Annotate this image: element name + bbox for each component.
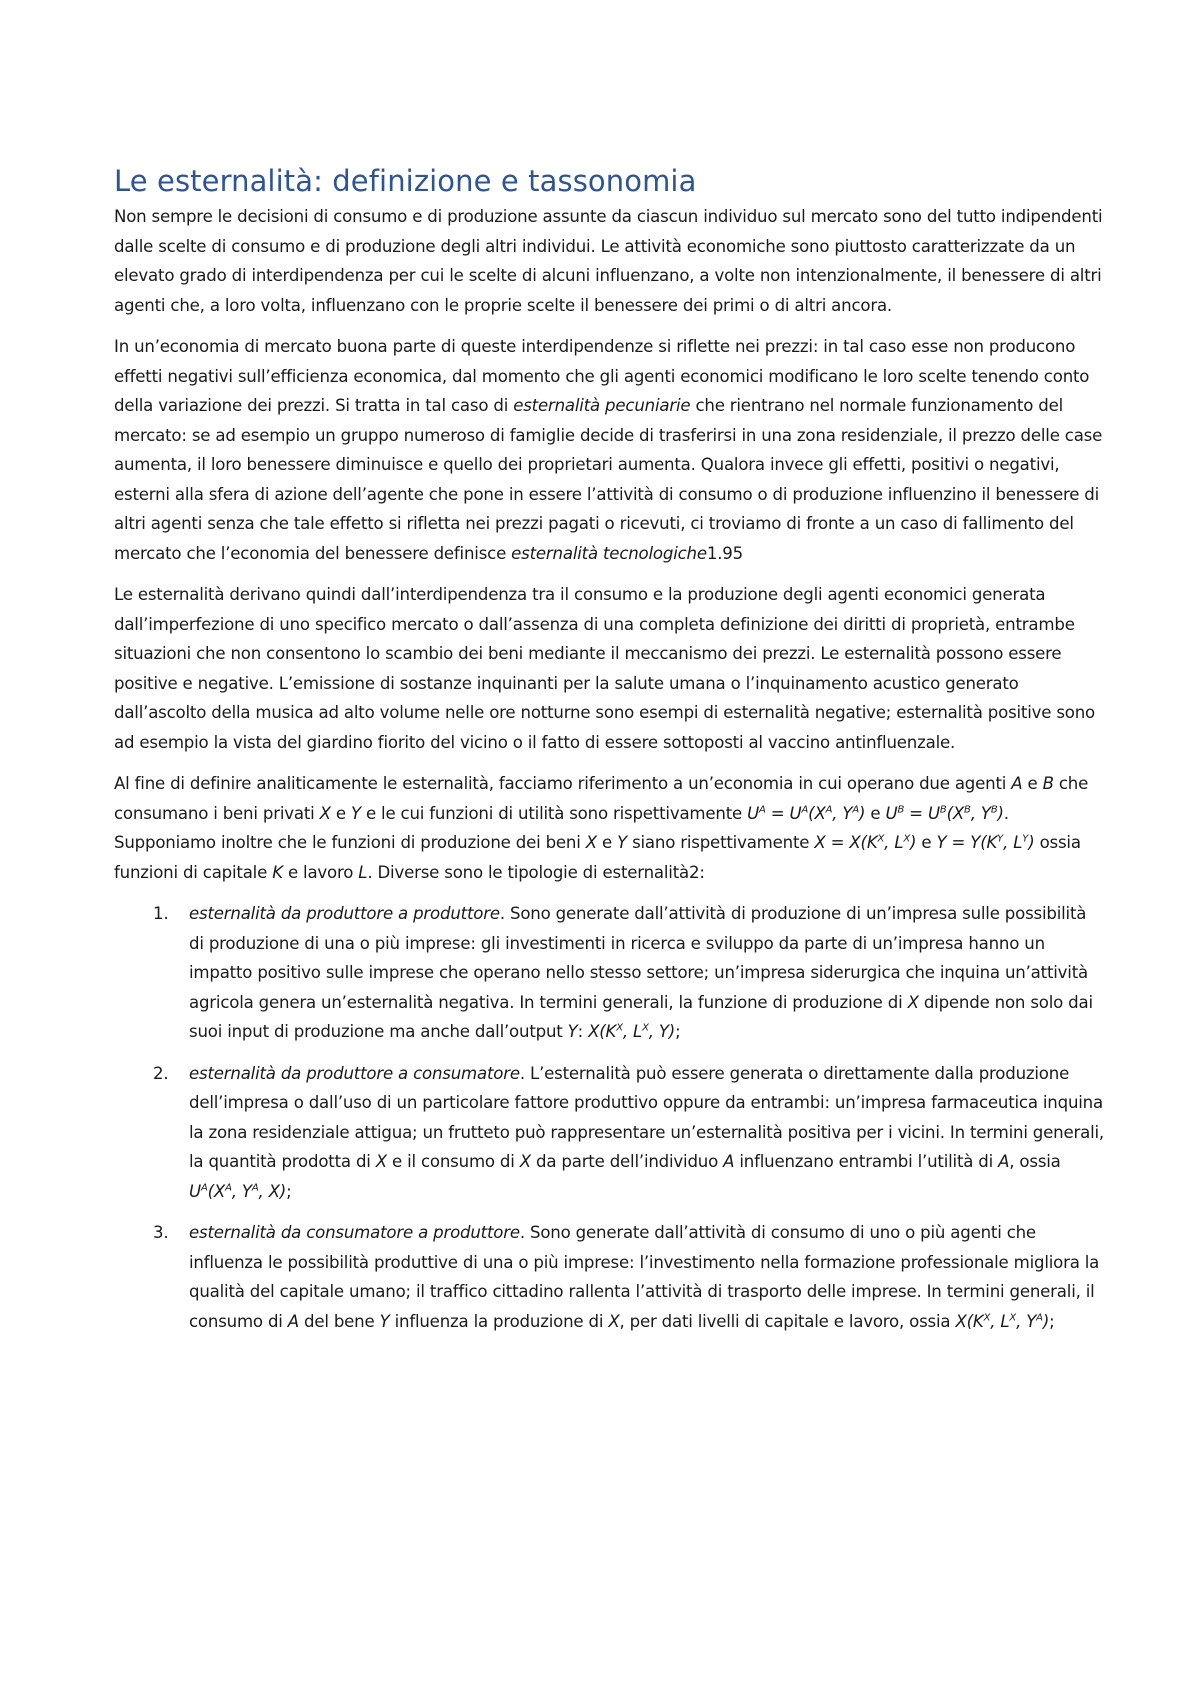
formula-part: , X) — [258, 1181, 287, 1201]
p4-text: e le cui funzioni di utilità sono rispettivamente — [360, 803, 748, 823]
var-L: L — [358, 862, 368, 882]
var: X — [608, 1311, 620, 1331]
list-formula — [189, 1182, 286, 1201]
p4-text: che consumano i beni privati — [114, 774, 1089, 823]
var: A — [723, 1152, 735, 1171]
formula-sup: A — [801, 803, 809, 815]
p2-text-c: che rientrano nel normale funzionamento del mercato: se ad esempio un gruppo numeroso di famiglie decide di trasferirsi in una zona residenziale, il prezzo delle case aumenta, il loro benessere diminuisce e quello dei proprietari aumenta. Qualora invece gli effetti, positivi o negativi, esterni alla sfera di azione dell’agente che pone in essere l’attività di consumo o di produzione influenzino il benessere di altri agenti senza che tale effetto si rifletta nei prezzi pagati o ricevuti, ci troviamo di fronte a un caso di fallimento del mercato che l’economia del benessere definisce — [114, 396, 1103, 563]
list-text: . L’esternalità può essere generata o direttamente dalla produzione dell’impresa o dall’uso di un particolare fattore produttivo oppure da entrambi: un’impresa farmaceutica inquina la zona residenziale attigua; un frutteto può rappresentare un’esternalità positiva per i vicini. In termini generali, la quantità prodotta di — [189, 1063, 1104, 1171]
formula-part: ) — [1042, 1311, 1050, 1331]
formula-part: , Y — [970, 803, 991, 823]
list-text: , ossia — [1009, 1152, 1061, 1171]
list-number: 3. — [153, 1223, 169, 1242]
p2-text-a: In un’economia di mercato buona parte di queste interdipendenze si riflette nei prezzi: in tal caso esse non producono effetti negativi sull’efficienza economica, dal momento che gli agenti economici modificano le loro scelte tenendo conto della variazione dei prezzi. Si tratta in tal caso di — [114, 337, 1090, 415]
paragraph-4 — [114, 769, 1104, 887]
formula-part: X(K — [955, 1311, 984, 1331]
list-item — [114, 899, 1104, 1047]
list-item-title: esternalità da produttore a produttore — [189, 904, 500, 923]
var-K: K — [272, 862, 283, 882]
formula-sup: B — [939, 803, 947, 815]
formula-part: X = X(K — [814, 833, 878, 852]
list-text: da parte dell’individuo — [530, 1152, 724, 1171]
list-text: ; — [675, 1022, 681, 1041]
formula-sup: Y — [1022, 833, 1029, 845]
formula-part: , L — [884, 833, 904, 852]
formula-part: , Y — [832, 803, 853, 823]
formula-sup: B — [964, 803, 971, 815]
list-item-text — [189, 904, 1093, 1041]
list-text: e il consumo di — [386, 1152, 520, 1171]
list-text: . Sono generate dall’attività di consumo di uno o più agenti che influenza le possibilità produttive di una o più imprese: l’investimento nella formazione professionale migliora la qualità del capitale umano; il traffico cittadino rallenta l’attività di trasporto delle imprese. In termini generali, il consumo di — [189, 1223, 1100, 1331]
formula-part: , L — [990, 1311, 1010, 1331]
paragraph-2 — [114, 332, 1104, 568]
term-technological-externalities: esternalità tecnologiche — [511, 543, 707, 563]
p4-text: e — [865, 803, 886, 823]
formula-part: , Y — [231, 1181, 252, 1201]
p4-text: Al fine di definire analiticamente le esternalità, facciamo riferimento a un’economia in cui operano due agenti — [114, 774, 1012, 793]
formula-part: U — [747, 803, 760, 823]
list-formula — [955, 1312, 1049, 1331]
formula-part: ) — [997, 803, 1004, 823]
var-A: A — [1011, 774, 1023, 793]
list-text: , per dati livelli di capitale e lavoro, ossia — [619, 1311, 956, 1331]
formula-part: = U — [765, 803, 802, 823]
var-X: X — [585, 833, 597, 852]
list-number: 1. — [153, 904, 169, 923]
formula-part: , L — [1003, 833, 1023, 852]
list-text: : — [577, 1022, 589, 1041]
formula-part: , Y — [1016, 1311, 1037, 1331]
formula-sup: A — [200, 1181, 208, 1193]
formula-sup: Y — [997, 833, 1004, 845]
formula-sup: B — [990, 803, 998, 815]
formula-sup: A — [759, 803, 766, 815]
formula-part: = U — [904, 803, 940, 823]
formula-sup: X — [642, 1022, 649, 1034]
list-text: . Sono generate dall’attività di produzione di un’impresa sulle possibilità di produzione di una o più imprese: gli investimenti in ricerca e sviluppo da parte di un’impresa hanno un impatto positivo sulle imprese che operano nello stesso settore; un’impresa siderurgica che inquina un’attività agricola genera un’esternalità negativa. In termini generali, la funzione di produzione di — [189, 904, 1088, 1012]
document-title: Le esternalità: definizione e tassonomia — [114, 164, 697, 198]
formula-part: , L — [622, 1022, 643, 1041]
var-X: X — [319, 803, 331, 823]
formula-sup: B — [897, 803, 905, 815]
p4-text: e — [916, 833, 937, 852]
p4-text: . Diverse sono le tipologie di esternalità2: — [367, 862, 705, 882]
var: X — [519, 1152, 531, 1171]
list-text: ; — [1049, 1311, 1055, 1331]
p4-text: siano rispettivamente — [627, 833, 815, 852]
formula-sup: X — [616, 1022, 623, 1034]
p4-text: e lavoro — [282, 862, 359, 882]
var-Y: Y — [617, 833, 627, 852]
list-text: ; — [286, 1181, 292, 1201]
formula-part: Y = Y(K — [936, 833, 998, 852]
formula-part: U — [885, 803, 898, 823]
formula-part: (X — [946, 803, 965, 823]
list-item-title: esternalità da consumatore a produttore — [189, 1223, 520, 1242]
formula-part: ) — [1028, 833, 1035, 852]
list-text: del bene — [298, 1311, 380, 1331]
formula-sup: X — [983, 1311, 991, 1323]
formula-production-X — [814, 833, 916, 852]
var: Y — [567, 1022, 578, 1041]
formula-part: ) — [859, 803, 866, 823]
formula-part: (X — [207, 1181, 226, 1201]
externality-types-list — [114, 899, 1104, 1336]
formula-sup: A — [251, 1181, 259, 1193]
formula-utility-B — [885, 804, 1003, 823]
formula-sup: A — [852, 803, 860, 815]
list-formula — [588, 1022, 675, 1041]
formula-utility-A — [747, 804, 865, 823]
formula-part: ) — [910, 833, 917, 852]
var: A — [287, 1311, 299, 1331]
formula-sup: A — [1036, 1311, 1043, 1323]
list-item — [114, 1218, 1104, 1336]
formula-sup: X — [1009, 1311, 1017, 1323]
paragraph-3: Le esternalità derivano quindi dall’interdipendenza tra il consumo e la produzione degli agenti economici generata dall’imperfezione di uno specifico mercato o dall’assenza di una completa definizione dei diritti di proprietà, entrambe situazioni che non consentono lo scambio dei beni mediante il meccanismo dei prezzi. Le esternalità possono essere positive e negative. L’emissione di sostanze inquinanti per la salute umana o l’inquinamento acustico generato dall’ascolto della musica ad alto volume nelle ore notturne sono esempi di esternalità negative; esternalità positive sono ad esempio la vista del giardino fiorito del vicino o il fatto di essere sottoposti al vaccino antinfluenzale. — [114, 585, 1096, 752]
p4-text: ossia funzioni di capitale — [114, 833, 1081, 882]
var: X — [375, 1152, 387, 1171]
formula-part: (X — [808, 803, 826, 823]
formula-sup: X — [877, 833, 885, 845]
formula-sup: X — [903, 833, 911, 845]
p4-text: e — [1022, 774, 1043, 793]
formula-part: U — [189, 1181, 201, 1201]
p4-text: e — [596, 833, 618, 852]
list-item — [114, 1059, 1104, 1207]
list-item-title: esternalità da produttore a consumatore — [189, 1063, 520, 1083]
var: A — [998, 1152, 1010, 1171]
var-Y: Y — [350, 803, 361, 823]
p4-text: e — [330, 803, 351, 823]
document-page — [114, 162, 1104, 1348]
footnote-ref: 1.95 — [706, 543, 744, 563]
list-text: influenza la produzione di — [389, 1311, 609, 1331]
formula-production-Y — [936, 833, 1034, 852]
var-B: B — [1042, 774, 1054, 793]
var: Y — [379, 1311, 390, 1331]
list-item-text — [189, 1064, 1104, 1201]
p4-text: . Supponiamo inoltre che le funzioni di produzione dei beni — [114, 803, 1009, 852]
formula-part: X(K — [588, 1022, 617, 1041]
list-number: 2. — [153, 1063, 169, 1083]
formula-part: , Y) — [648, 1022, 676, 1041]
var: X — [907, 992, 919, 1012]
formula-sup: A — [825, 803, 833, 815]
list-item-text — [189, 1223, 1099, 1331]
paragraph-1: Non sempre le decisioni di consumo e di produzione assunte da ciascun individuo sul mercato sono del tutto indipendenti dalle scelte di consumo e di produzione degli altri individui. Le attività economiche sono piuttosto caratterizzate da un elevato grado di interdipendenza per cui le scelte di alcuni influenzano, a volte non intenzionalmente, il benessere di altri agenti che, a loro volta, influenzano con le proprie scelte il benessere dei primi o di altri ancora. — [114, 207, 1103, 315]
list-text: influenzano entrambi l’utilità di — [734, 1152, 999, 1171]
term-pecuniary-externalities: esternalità pecuniarie — [513, 396, 691, 415]
list-text: dipende non solo dai suoi input di produzione ma anche dall’output — [189, 992, 1093, 1041]
formula-sup: A — [225, 1181, 232, 1193]
